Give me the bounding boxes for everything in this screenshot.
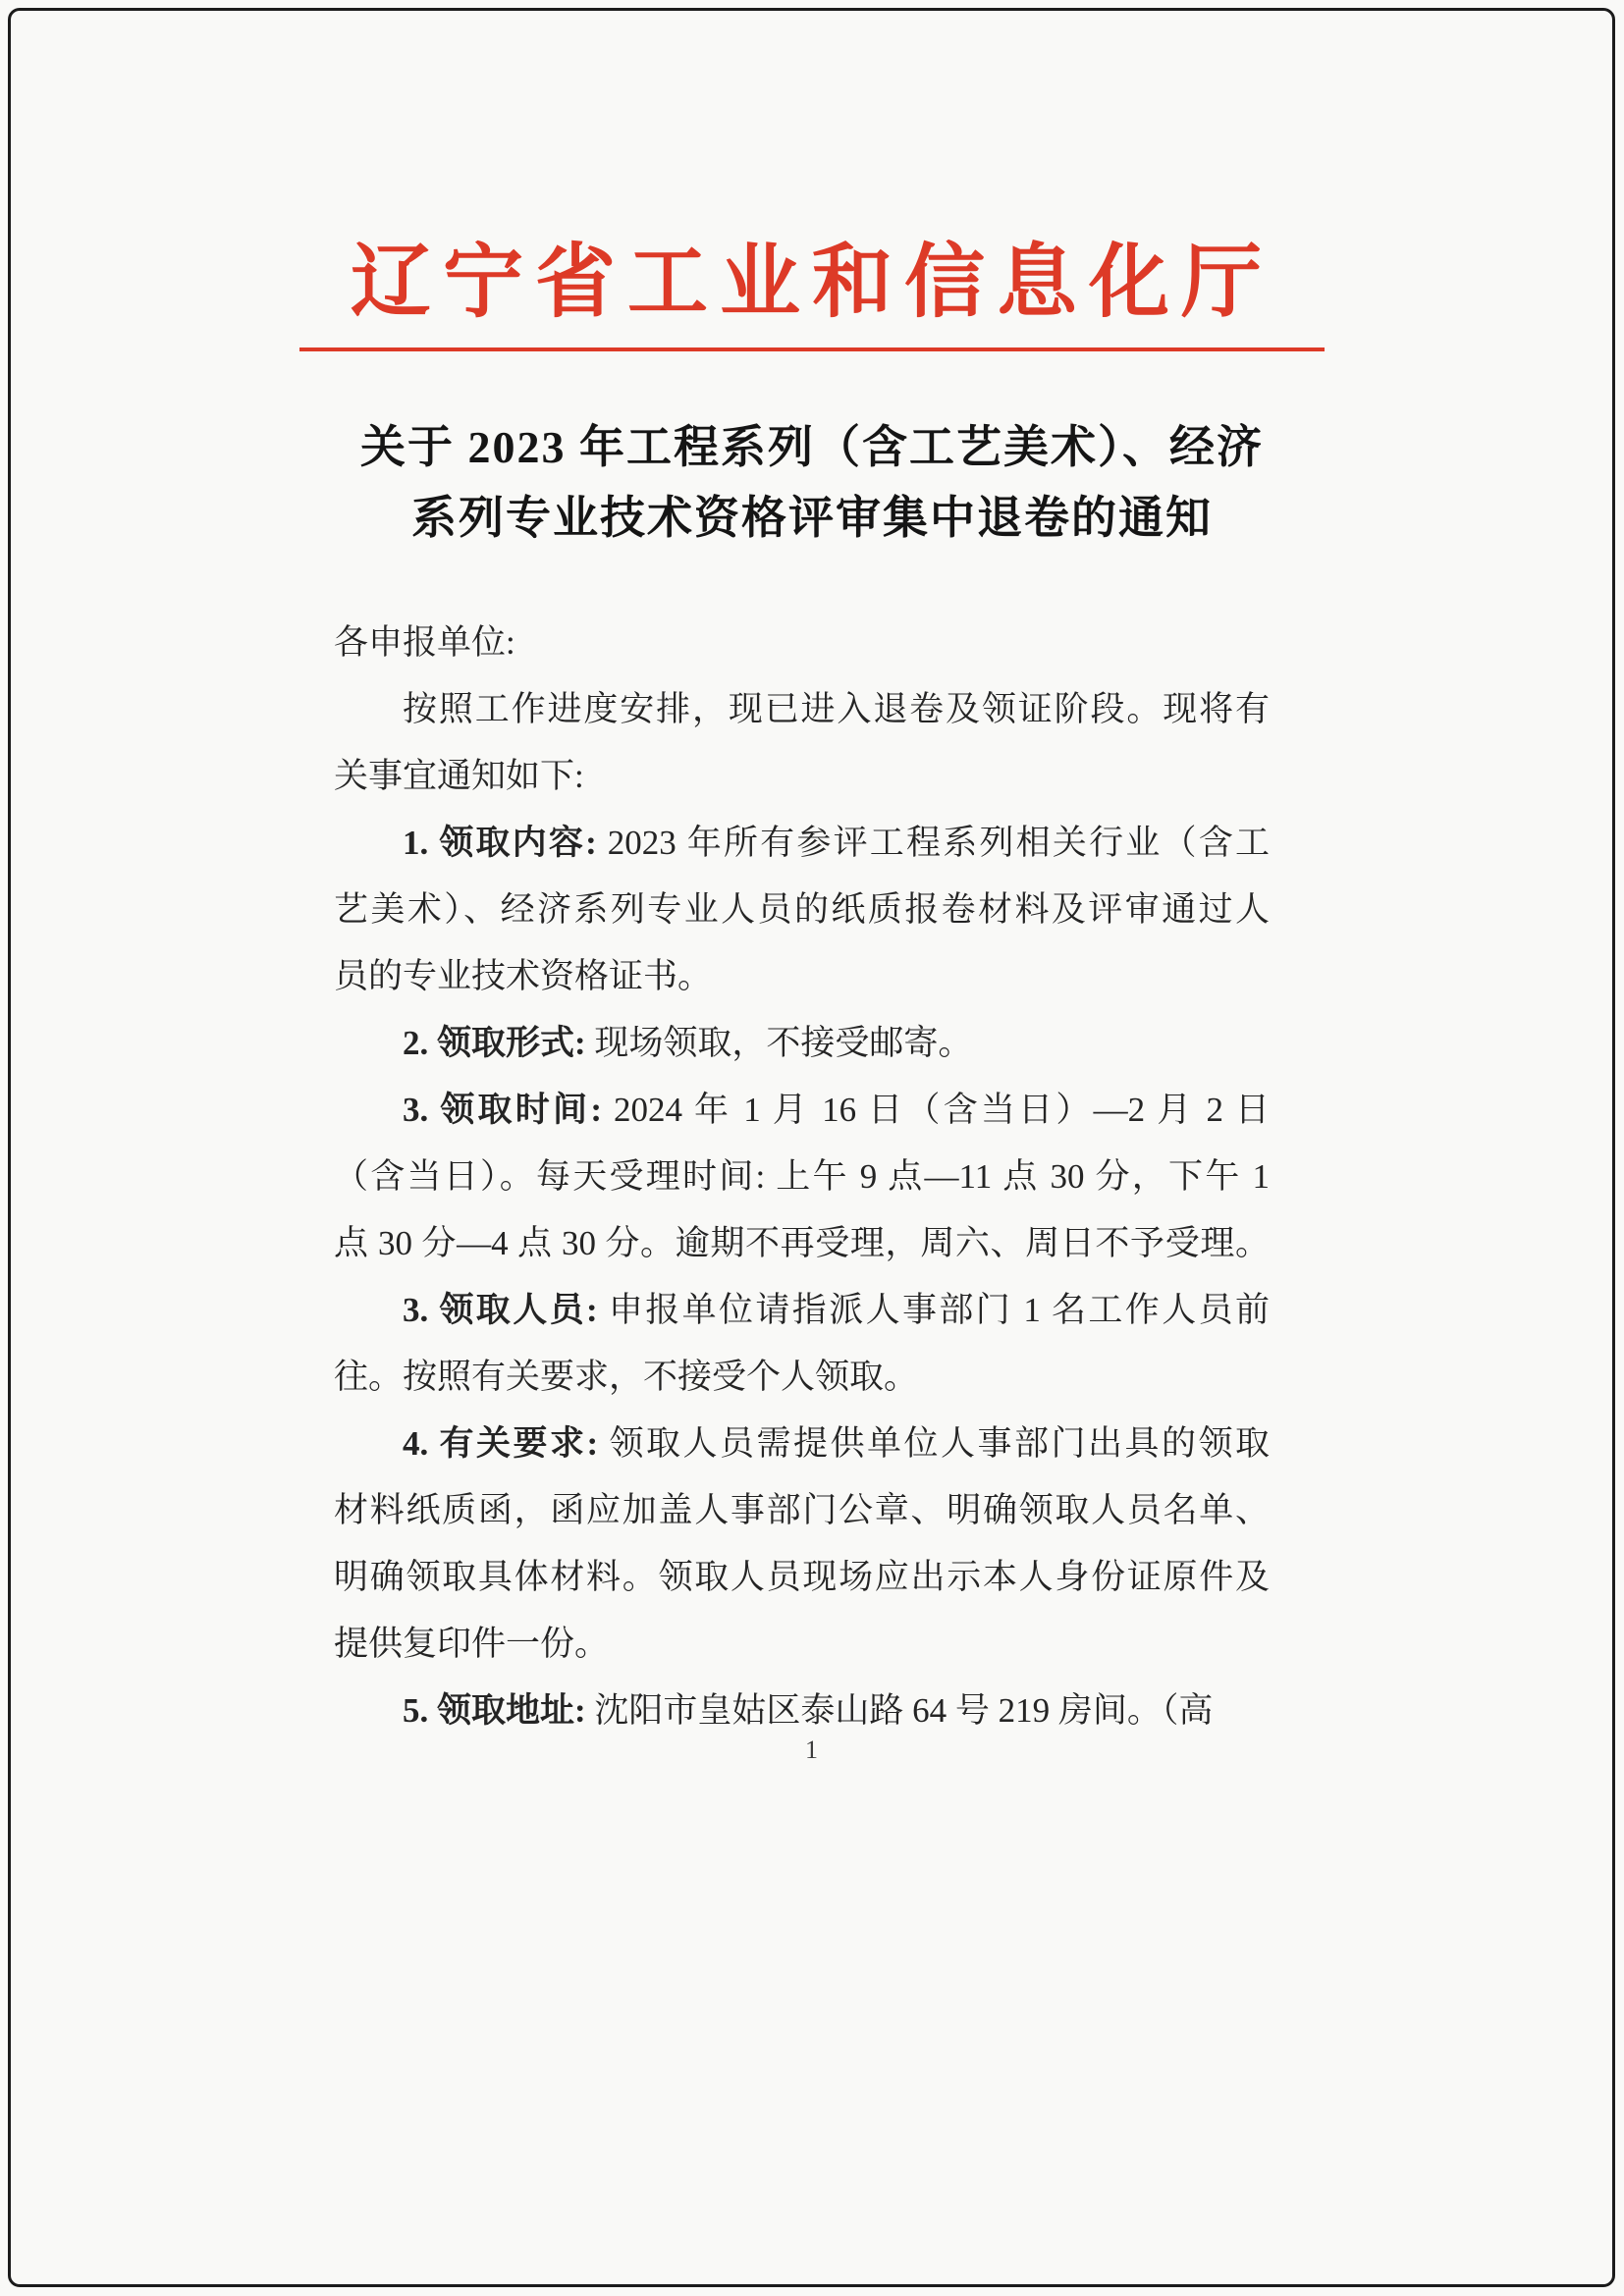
body-text: 申报单位请指派人事部门 1 名工作人员前: [608, 1291, 1270, 1329]
body-text: 往。按照有关要求，不接受个人领取。: [334, 1358, 919, 1396]
body-text: 按照工作进度安排，现已进入退卷及领证阶段。现将有: [403, 690, 1270, 728]
body-line: [334, 1411, 1270, 1477]
document-title-line1: 关于 2023 年工程系列（含工艺美术）、经济: [360, 422, 1264, 472]
body-text: （含当日）。每天受理时间: 上午 9 点—11 点 30 分，下午 1: [334, 1157, 1270, 1196]
body-text: 关事宜通知如下:: [334, 757, 584, 795]
page-number: 1: [805, 1735, 819, 1764]
letterhead-agency-title: 辽宁省工业和信息化厅: [350, 238, 1273, 327]
item-label: 3. 领取人员:: [403, 1291, 609, 1329]
body-line: [334, 1477, 1270, 1544]
item-label: 3. 领取时间:: [403, 1091, 614, 1129]
body-text: 艺美术）、经济系列专业人员的纸质报卷材料及评审通过人: [334, 890, 1270, 929]
body-line: [334, 1678, 1270, 1744]
body-line: [334, 1344, 1270, 1411]
body-text: 2024 年 1 月 16 日（含当日）—2 月 2 日: [614, 1091, 1270, 1129]
body-line: [334, 1210, 1270, 1277]
body-line: [334, 1144, 1270, 1210]
item-label: 4. 有关要求:: [403, 1424, 610, 1463]
letterhead-rule: [299, 347, 1325, 351]
body-text: 沈阳市皇姑区泰山路 64 号 219 房间。（高: [594, 1691, 1214, 1730]
item-label: 5. 领取地址:: [403, 1691, 595, 1730]
body-text: 提供复印件一份。: [334, 1625, 610, 1663]
body-text: 点 30 分—4 点 30 分。逾期不再受理，周六、周日不予受理。: [334, 1224, 1270, 1262]
item-label: 2. 领取形式:: [403, 1024, 595, 1062]
body-text: 员的专业技术资格证书。: [334, 957, 713, 995]
item-label: 1. 领取内容:: [403, 824, 608, 862]
body-line: [334, 610, 1270, 676]
body-text: 2023 年所有参评工程系列相关行业（含工: [607, 824, 1270, 862]
body-line: [334, 877, 1270, 943]
body-text: 明确领取具体材料。领取人员现场应出示本人身份证原件及: [334, 1558, 1270, 1596]
body-text: 现场领取，不接受邮寄。: [594, 1024, 973, 1062]
body-text: 领取人员需提供单位人事部门出具的领取: [609, 1424, 1270, 1463]
body-line: [334, 1010, 1270, 1077]
body-text: 各申报单位:: [334, 623, 515, 662]
document-body: [334, 610, 1270, 1744]
body-line: [334, 810, 1270, 877]
body-line: [334, 1077, 1270, 1144]
body-line: [334, 676, 1270, 743]
body-text: 材料纸质函，函应加盖人事部门公章、明确领取人员名单、: [334, 1491, 1270, 1529]
body-line: [334, 1277, 1270, 1344]
body-line: [334, 1611, 1270, 1678]
body-line: [334, 943, 1270, 1010]
document-title: [0, 412, 1624, 554]
body-line: [334, 1544, 1270, 1611]
body-line: [334, 743, 1270, 810]
document-title-line2: 系列专业技术资格评审集中退卷的通知: [411, 493, 1213, 543]
